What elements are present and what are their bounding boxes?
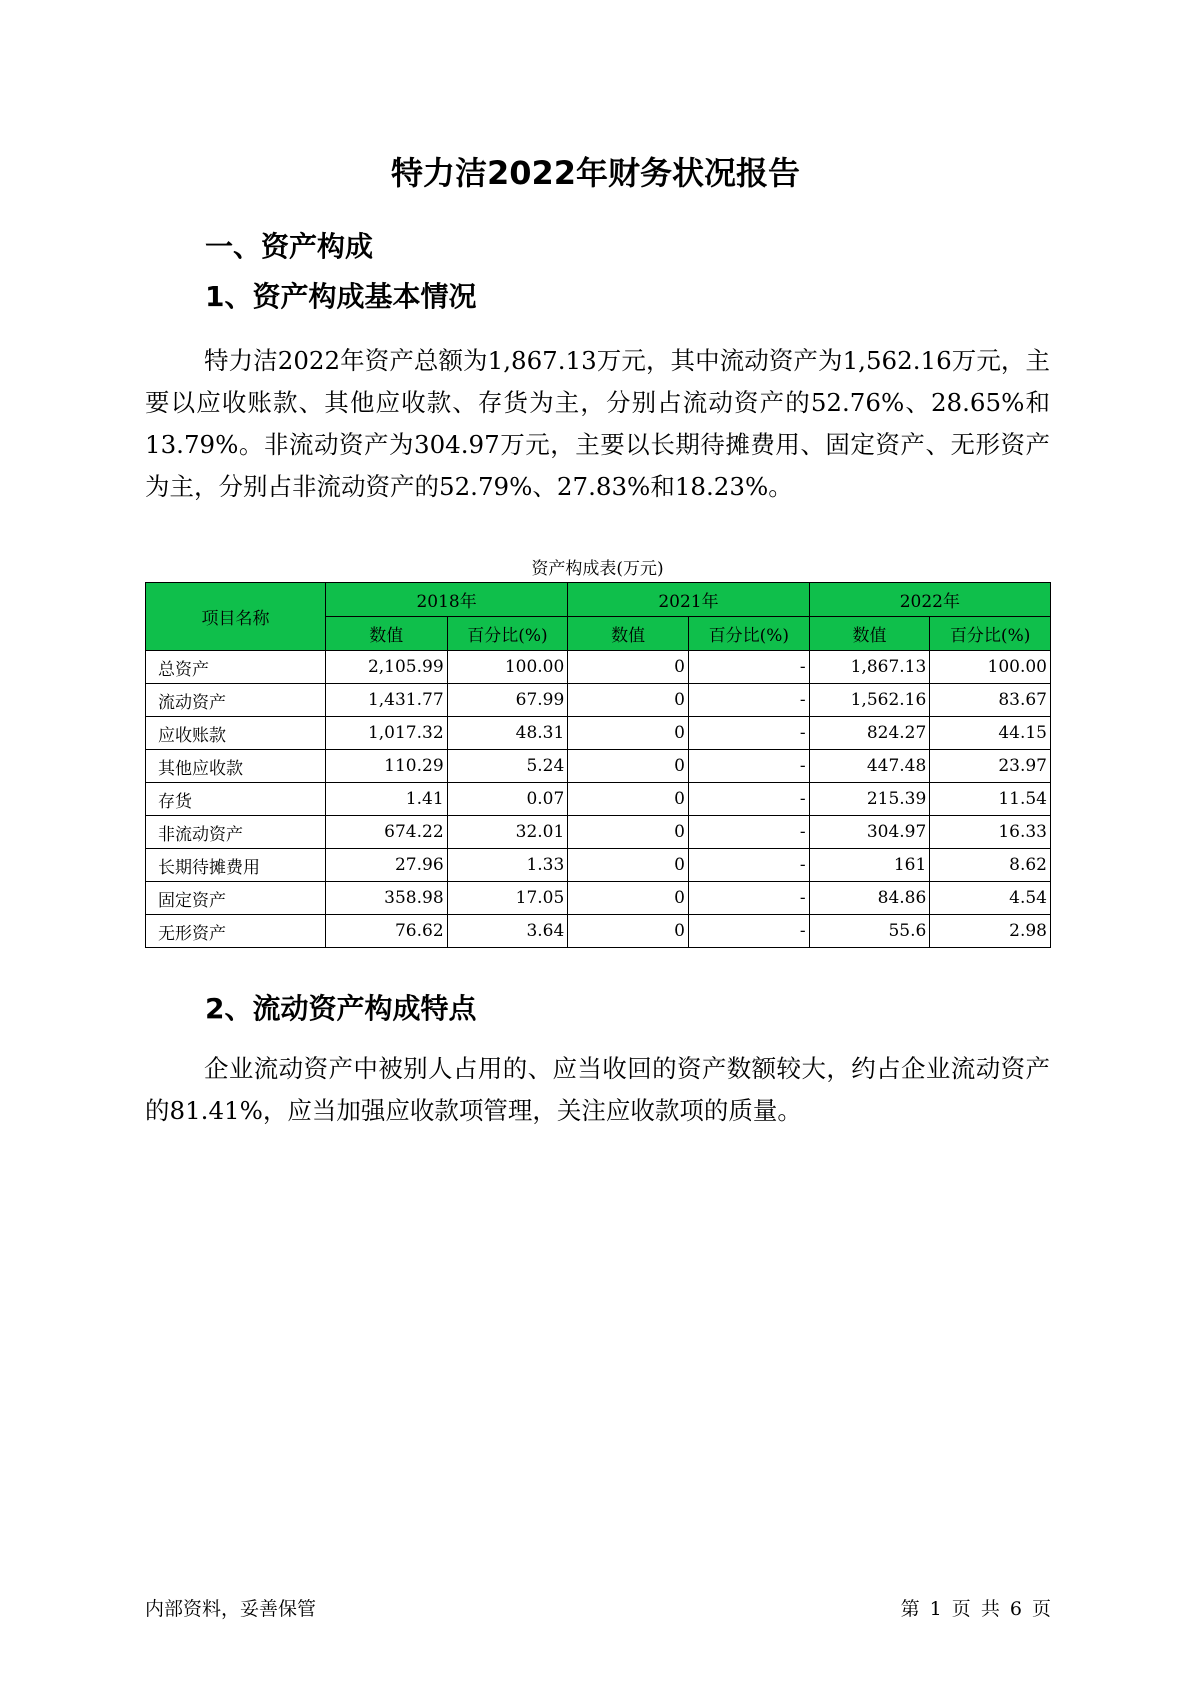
table-row bbox=[146, 783, 1051, 816]
percent-cell: - bbox=[688, 882, 809, 915]
footer-confidential-note: 内部资料，妥善保管 bbox=[145, 1598, 317, 1620]
percent-cell: 83.67 bbox=[930, 684, 1051, 717]
section-heading-asset-composition: 一、资产构成 bbox=[205, 230, 374, 263]
percent-cell: - bbox=[688, 783, 809, 816]
row-label: 非流动资产 bbox=[146, 816, 326, 849]
table-header-row-years bbox=[146, 583, 1051, 617]
value-cell: 1,017.32 bbox=[325, 717, 447, 750]
value-header: 数值 bbox=[568, 617, 689, 651]
table-row bbox=[146, 882, 1051, 915]
row-label: 应收账款 bbox=[146, 717, 326, 750]
row-label: 固定资产 bbox=[146, 882, 326, 915]
table-row bbox=[146, 684, 1051, 717]
percent-cell: 0.07 bbox=[447, 783, 568, 816]
row-label: 总资产 bbox=[146, 651, 326, 684]
value-cell: 55.6 bbox=[809, 915, 930, 948]
percent-cell: - bbox=[688, 915, 809, 948]
year-header: 2021年 bbox=[568, 583, 809, 617]
percent-cell: 4.54 bbox=[930, 882, 1051, 915]
document-title: 特力洁2022年财务状况报告 bbox=[390, 154, 801, 192]
percent-cell: - bbox=[688, 684, 809, 717]
percent-cell: 23.97 bbox=[930, 750, 1051, 783]
year-header: 2018年 bbox=[325, 583, 567, 617]
year-header: 2022年 bbox=[809, 583, 1050, 617]
item-name-header: 项目名称 bbox=[146, 583, 326, 651]
percent-cell: - bbox=[688, 651, 809, 684]
value-cell: 84.86 bbox=[809, 882, 930, 915]
row-label: 长期待摊费用 bbox=[146, 849, 326, 882]
value-cell: 0 bbox=[568, 915, 689, 948]
percent-cell: 16.33 bbox=[930, 816, 1051, 849]
table-row bbox=[146, 717, 1051, 750]
percent-cell: - bbox=[688, 750, 809, 783]
paragraph-asset-summary: 特力洁2022年资产总额为1,867.13万元，其中流动资产为1,562.16万元，主要以应收账款、其他应收款、存货为主，分别占流动资产的52.76%、28.65%和13.79%。非流动资产为304.97万元，主要以长期待摊费用、固定资产、无形资产为主，分别占非流动资产的52.79%、27.83%和18.23%。 bbox=[145, 346, 1050, 501]
percent-cell: - bbox=[688, 849, 809, 882]
table-row bbox=[146, 849, 1051, 882]
percent-cell: 32.01 bbox=[447, 816, 568, 849]
percent-cell: - bbox=[688, 816, 809, 849]
value-cell: 358.98 bbox=[325, 882, 447, 915]
row-label: 无形资产 bbox=[146, 915, 326, 948]
table-row bbox=[146, 651, 1051, 684]
table-row bbox=[146, 915, 1051, 948]
percent-cell: 100.00 bbox=[930, 651, 1051, 684]
percent-cell: 67.99 bbox=[447, 684, 568, 717]
value-cell: 447.48 bbox=[809, 750, 930, 783]
value-cell: 1.41 bbox=[325, 783, 447, 816]
percent-cell: 2.98 bbox=[930, 915, 1051, 948]
paragraph-current-assets: 企业流动资产中被别人占用的、应当收回的资产数额较大，约占企业流动资产的81.41%，应当加强应收款项管理，关注应收款项的质量。 bbox=[145, 1054, 1050, 1125]
value-cell: 1,562.16 bbox=[809, 684, 930, 717]
table-body bbox=[146, 651, 1051, 948]
value-cell: 0 bbox=[568, 717, 689, 750]
value-cell: 0 bbox=[568, 849, 689, 882]
row-label: 其他应收款 bbox=[146, 750, 326, 783]
percent-cell: 5.24 bbox=[447, 750, 568, 783]
value-header: 数值 bbox=[809, 617, 930, 651]
percent-cell: 1.33 bbox=[447, 849, 568, 882]
row-label: 流动资产 bbox=[146, 684, 326, 717]
table-row bbox=[146, 816, 1051, 849]
value-cell: 161 bbox=[809, 849, 930, 882]
value-cell: 27.96 bbox=[325, 849, 447, 882]
value-cell: 0 bbox=[568, 882, 689, 915]
asset-composition-table bbox=[145, 582, 1051, 948]
value-cell: 304.97 bbox=[809, 816, 930, 849]
value-cell: 215.39 bbox=[809, 783, 930, 816]
percent-cell: 3.64 bbox=[447, 915, 568, 948]
percent-cell: 100.00 bbox=[447, 651, 568, 684]
percent-cell: 8.62 bbox=[930, 849, 1051, 882]
percent-cell: 44.15 bbox=[930, 717, 1051, 750]
value-cell: 824.27 bbox=[809, 717, 930, 750]
value-cell: 2,105.99 bbox=[325, 651, 447, 684]
percent-cell: 11.54 bbox=[930, 783, 1051, 816]
value-cell: 110.29 bbox=[325, 750, 447, 783]
percent-header: 百分比(%) bbox=[447, 617, 568, 651]
footer-page-number: 第 1 页 共 6 页 bbox=[900, 1598, 1051, 1620]
subsection-heading-current-assets: 2、流动资产构成特点 bbox=[205, 992, 477, 1025]
percent-cell: 48.31 bbox=[447, 717, 568, 750]
value-cell: 0 bbox=[568, 816, 689, 849]
percent-header: 百分比(%) bbox=[688, 617, 809, 651]
value-header: 数值 bbox=[325, 617, 447, 651]
subsection-heading-basic-situation: 1、资产构成基本情况 bbox=[205, 280, 477, 313]
table-row bbox=[146, 750, 1051, 783]
value-cell: 0 bbox=[568, 783, 689, 816]
percent-cell: 17.05 bbox=[447, 882, 568, 915]
value-cell: 76.62 bbox=[325, 915, 447, 948]
value-cell: 1,867.13 bbox=[809, 651, 930, 684]
value-cell: 0 bbox=[568, 651, 689, 684]
row-label: 存货 bbox=[146, 783, 326, 816]
table-caption: 资产构成表(万元) bbox=[531, 559, 664, 579]
percent-header: 百分比(%) bbox=[930, 617, 1051, 651]
value-cell: 0 bbox=[568, 684, 689, 717]
value-cell: 674.22 bbox=[325, 816, 447, 849]
value-cell: 1,431.77 bbox=[325, 684, 447, 717]
value-cell: 0 bbox=[568, 750, 689, 783]
percent-cell: - bbox=[688, 717, 809, 750]
